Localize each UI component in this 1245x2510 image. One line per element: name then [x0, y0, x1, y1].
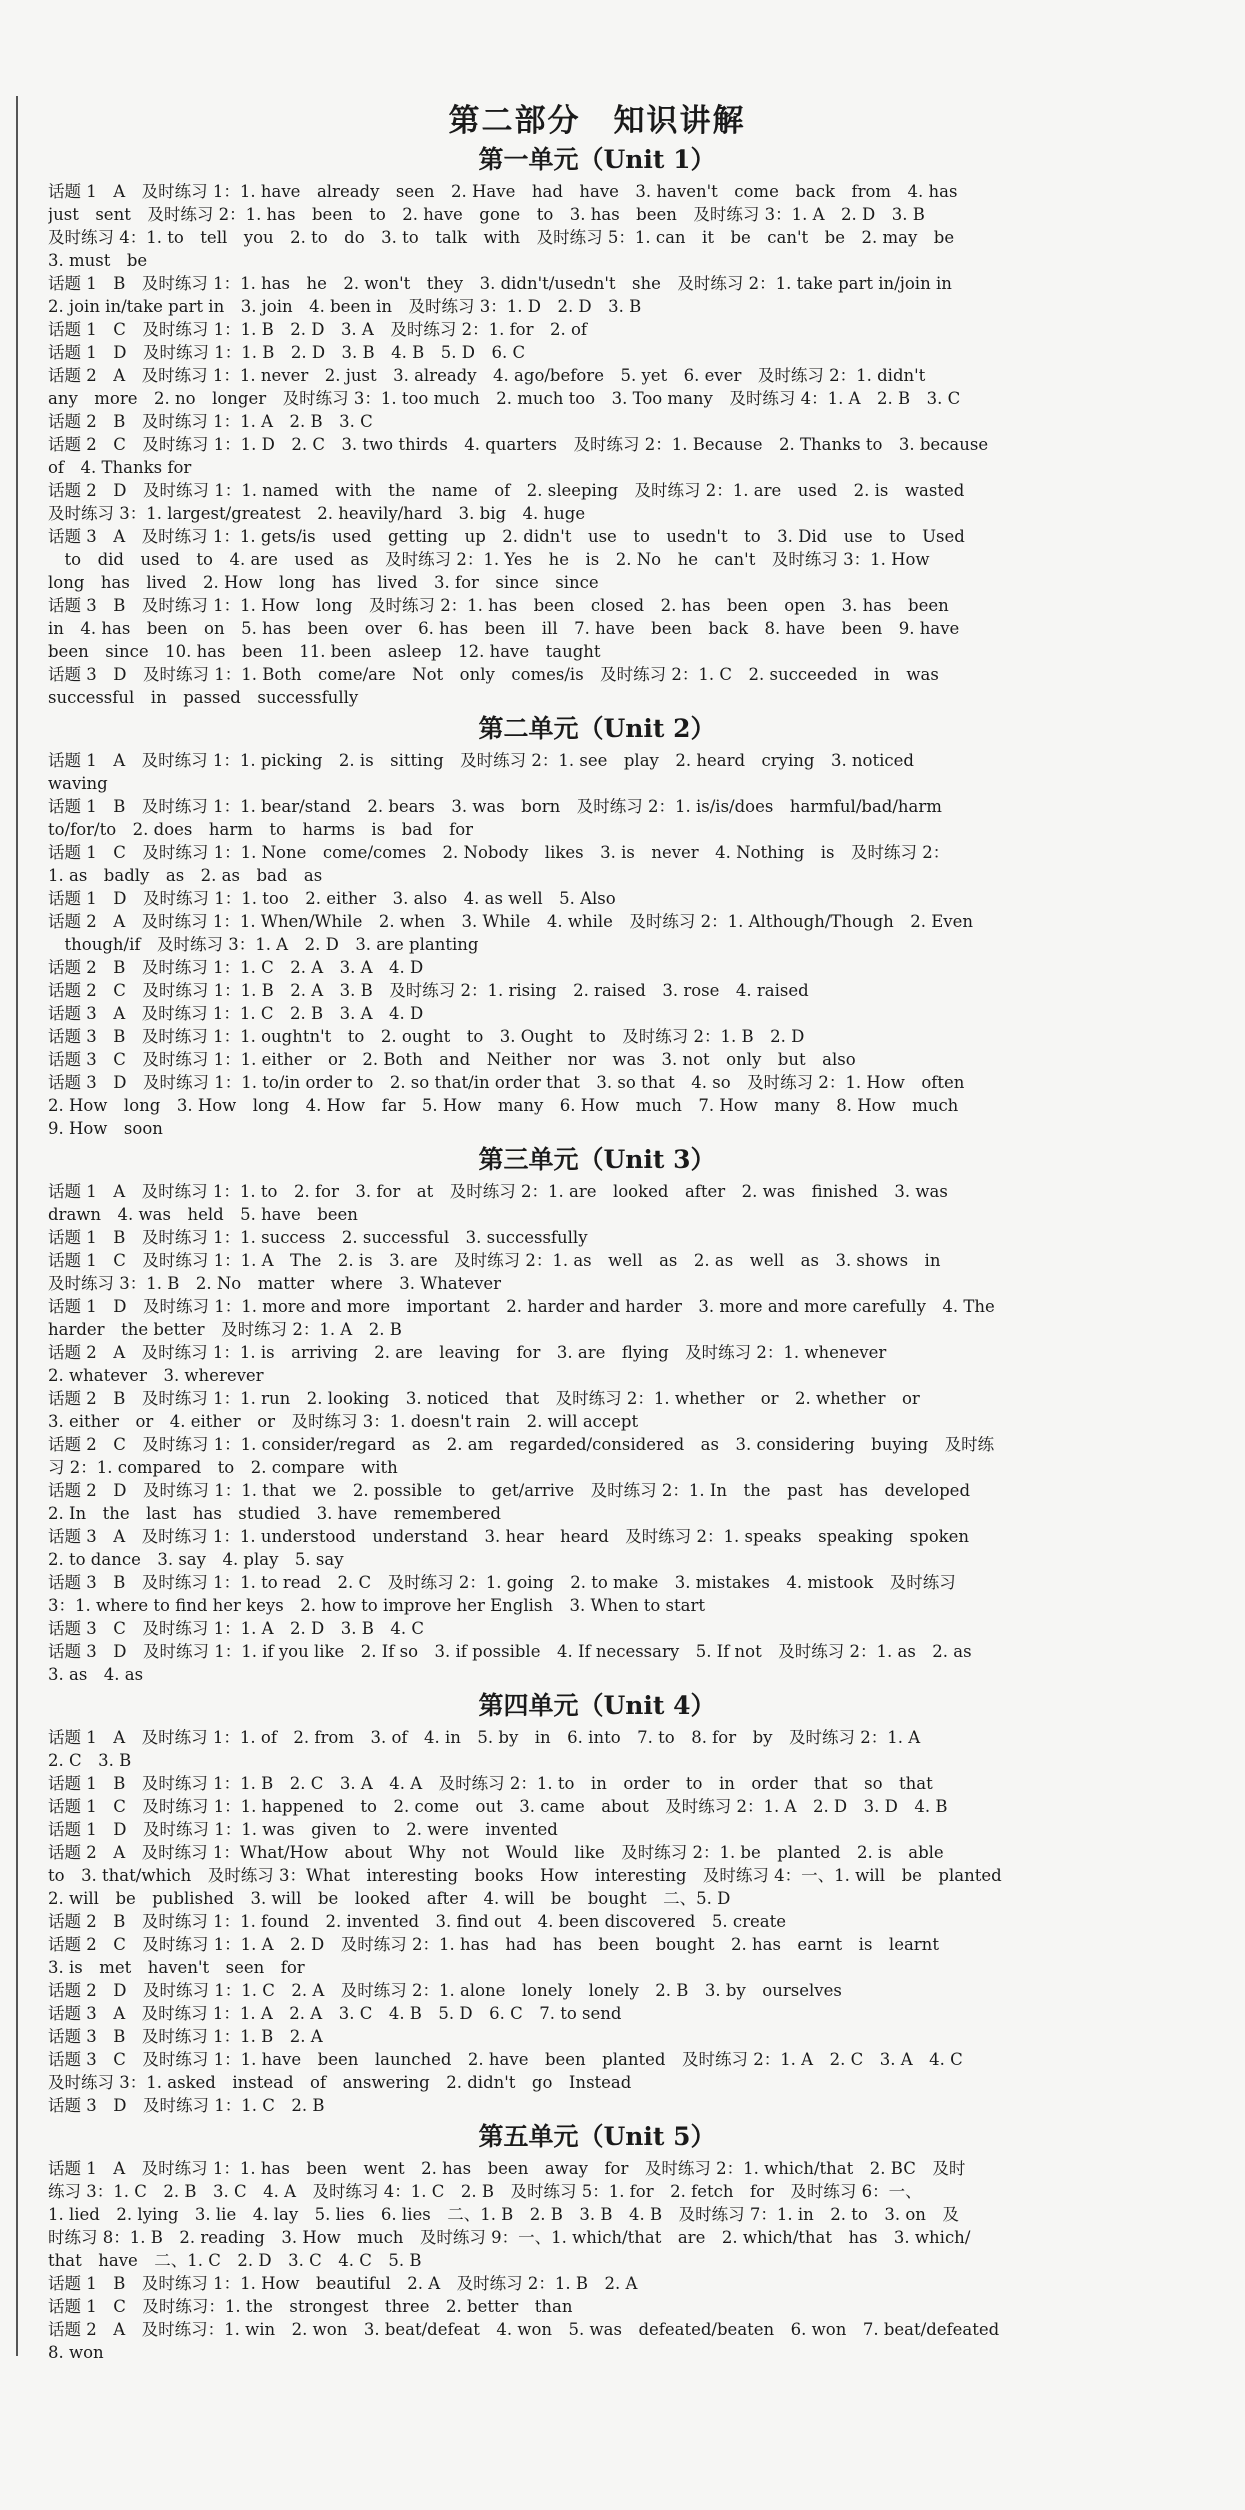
answer-line: 话题 1 B 及时练习 1：1. success 2. successful 3. successfully	[48, 1228, 588, 1247]
answer-line: 话题 2 A 及时练习 1：What/How about Why not Would like 及时练习 2：1. be planted 2. is able	[48, 1843, 944, 1862]
answer-line: 话题 3 D 及时练习 1：1. Both come/are Not only comes/is 及时练习 2：1. C 2. succeeded in was	[48, 665, 939, 684]
answer-line: 2. join in/take part in 3. join 4. been in 及时练习 3：1. D 2. D 3. B	[48, 297, 642, 316]
answer-line: 话题 1 B 及时练习 1：1. bear/stand 2. bears 3. was born 及时练习 2：1. is/is/does harmful/bad/harm	[48, 797, 942, 816]
answer-line: 话题 1 A 及时练习 1：1. of 2. from 3. of 4. in 5. by in 6. into 7. to 8. for by 及时练习 2：1. A	[48, 1728, 921, 1747]
answer-line: 及时练习 3：1. asked instead of answering 2. didn't go Instead	[48, 2073, 632, 2092]
answer-line: 2. whatever 3. wherever	[48, 1366, 264, 1385]
answer-line: 话题 1 C 及时练习 1：1. happened to 2. come out 3. came about 及时练习 2：1. A 2. D 3. D 4. B	[48, 1797, 948, 1816]
answer-line: 话题 3 A 及时练习 1：1. gets/is used getting up 2. didn't use to usedn't to 3. Did use to Used	[48, 527, 965, 546]
answer-line: drawn 4. was held 5. have been	[48, 1205, 358, 1224]
unit-section	[48, 709, 1146, 1140]
answer-line: 话题 3 A 及时练习 1：1. C 2. B 3. A 4. D	[48, 1004, 424, 1023]
unit-title: 第一单元（Unit 1）	[478, 145, 716, 174]
answer-line: 话题 3 C 及时练习 1：1. A 2. D 3. B 4. C	[48, 1619, 424, 1638]
answer-line: 2. In the last has studied 3. have remembered	[48, 1504, 501, 1523]
answer-line: 话题 3 C 及时练习 1：1. either or 2. Both and Neither nor was 3. not only but also	[48, 1050, 856, 1069]
answer-line: 话题 3 D 及时练习 1：1. if you like 2. If so 3. if possible 4. If necessary 5. If not 及时练习 2：1. as 2. as	[48, 1642, 972, 1661]
answer-line: to 3. that/which 及时练习 3：What interesting books How interesting 及时练习 4：一、1. will be planted	[48, 1866, 1002, 1885]
answer-line: 话题 2 B 及时练习 1：1. A 2. B 3. C	[48, 412, 373, 431]
answer-key-page	[16, 96, 1146, 2362]
answer-line: 话题 3 D 及时练习 1：1. to/in order to 2. so that/in order that 3. so that 4. so 及时练习 2：1. How often	[48, 1073, 965, 1092]
answer-line: 话题 1 A 及时练习 1：1. have already seen 2. Have had have 3. haven't come back from 4. has	[48, 182, 958, 201]
unit-section	[48, 140, 1146, 709]
answer-line: 话题 1 A 及时练习 1：1. picking 2. is sitting 及时练习 2：1. see play 2. heard crying 3. noticed	[48, 751, 914, 770]
answer-line: 话题 1 B 及时练习 1：1. B 2. C 3. A 4. A 及时练习 2：1. to in order to in order that so that	[48, 1774, 933, 1793]
answer-line: 话题 2 A 及时练习 1：1. When/While 2. when 3. While 4. while 及时练习 2：1. Although/Though 2. Even	[48, 912, 974, 931]
answer-line: 2. will be published 3. will be looked after 4. will be bought 二、5. D	[48, 1889, 731, 1908]
answer-line: 话题 1 C 及时练习 1：1. B 2. D 3. A 及时练习 2：1. for 2. of	[48, 320, 588, 339]
answer-line: though/if 及时练习 3：1. A 2. D 3. are planting	[48, 935, 479, 954]
answer-line: 话题 1 B 及时练习 1：1. How beautiful 2. A 及时练习 2：1. B 2. A	[48, 2274, 638, 2293]
answer-line: waving	[48, 774, 108, 793]
answer-line: 话题 1 A 及时练习 1：1. to 2. for 3. for at 及时练习 2：1. are looked after 2. was finished 3. was	[48, 1182, 948, 1201]
answer-line: 及时练习 4：1. to tell you 2. to do 3. to talk with 及时练习 5：1. can it be can't be 2. may be	[48, 228, 955, 247]
answer-line: to/for/to 2. does harm to harms is bad for	[48, 820, 474, 839]
answer-line: 话题 2 C 及时练习 1：1. D 2. C 3. two thirds 4. quarters 及时练习 2：1. Because 2. Thanks to 3. because	[48, 435, 989, 454]
answer-line: 话题 2 B 及时练习 1：1. found 2. invented 3. find out 4. been discovered 5. create	[48, 1912, 786, 1931]
answer-line: to did used to 4. are used as 及时练习 2：1. Yes he is 2. No he can't 及时练习 3：1. How	[48, 550, 930, 569]
answer-line: 话题 1 D 及时练习 1：1. more and more important 2. harder and harder 3. more and more carefully 4. The	[48, 1297, 995, 1316]
unit-section	[48, 1140, 1146, 1686]
answer-line: 话题 1 C 及时练习 1：1. A The 2. is 3. are 及时练习 2：1. as well as 2. as well as 3. shows in	[48, 1251, 941, 1270]
answer-line: 话题 1 A 及时练习 1：1. has been went 2. has been away for 及时练习 2：1. which/that 2. BC 及时	[48, 2159, 966, 2178]
answer-line: 话题 2 A 及时练习 1：1. is arriving 2. are leaving for 3. are flying 及时练习 2：1. whenever	[48, 1343, 887, 1362]
answer-line: any more 2. no longer 及时练习 3：1. too much 2. much too 3. Too many 及时练习 4：1. A 2. B 3. C	[48, 389, 961, 408]
answer-line: long has lived 2. How long has lived 3. for since since	[48, 573, 599, 592]
answer-line: 2. How long 3. How long 4. How far 5. How many 6. How much 7. How many 8. How much	[48, 1096, 959, 1115]
answer-line: 话题 2 C 及时练习 1：1. consider/regard as 2. am regarded/considered as 3. considering buying 及时练	[48, 1435, 995, 1454]
answer-line: 话题 2 A 及时练习：1. win 2. won 3. beat/defeat 4. won 5. was defeated/beaten 6. won 7. beat/defeated	[48, 2320, 1000, 2339]
answer-line: 话题 3 B 及时练习 1：1. to read 2. C 及时练习 2：1. going 2. to make 3. mistakes 4. mistook 及时练习	[48, 1573, 956, 1592]
answer-line: 1. lied 2. lying 3. lie 4. lay 5. lies 6. lies 二、1. B 2. B 3. B 4. B 及时练习 7：1. in 2. to 3. on 及	[48, 2205, 959, 2224]
answer-line: 3. must be	[48, 251, 148, 270]
unit-section	[48, 1686, 1146, 2117]
answer-line: of 4. Thanks for	[48, 458, 192, 477]
answer-line: 话题 1 D 及时练习 1：1. B 2. D 3. B 4. B 5. D 6. C	[48, 343, 526, 362]
answer-line: 3. either or 4. either or 及时练习 3：1. doesn't rain 2. will accept	[48, 1412, 639, 1431]
answer-line: 习 2：1. compared to 2. compare with	[48, 1458, 398, 1477]
answer-line: just sent 及时练习 2：1. has been to 2. have gone to 3. has been 及时练习 3：1. A 2. D 3. B	[48, 205, 925, 224]
answer-line: 话题 3 A 及时练习 1：1. understood understand 3. hear heard 及时练习 2：1. speaks speaking spoken	[48, 1527, 970, 1546]
answer-line: 话题 1 D 及时练习 1：1. too 2. either 3. also 4. as well 5. Also	[48, 889, 616, 908]
answer-line: 话题 3 B 及时练习 1：1. B 2. A	[48, 2027, 323, 2046]
unit-title: 第二单元（Unit 2）	[478, 714, 716, 743]
answer-line: 话题 1 C 及时练习 1：1. None come/comes 2. Nobody likes 3. is never 4. Nothing is 及时练习 2：	[48, 843, 950, 862]
answer-line: 话题 3 A 及时练习 1：1. A 2. A 3. C 4. B 5. D 6. C 7. to send	[48, 2004, 622, 2023]
unit-section	[48, 2117, 1146, 2364]
answer-line: 9. How soon	[48, 1119, 163, 1138]
answer-line: 话题 3 B 及时练习 1：1. oughtn't to 2. ought to 3. Ought to 及时练习 2：1. B 2. D	[48, 1027, 805, 1046]
answer-line: 话题 1 B 及时练习 1：1. has he 2. won't they 3. didn't/usedn't she 及时练习 2：1. take part in/join in	[48, 274, 952, 293]
unit-title: 第四单元（Unit 4）	[478, 1691, 716, 1720]
answer-line: 3. is met haven't seen for	[48, 1958, 305, 1977]
answer-line: 话题 2 D 及时练习 1：1. C 2. A 及时练习 2：1. alone lonely lonely 2. B 3. by ourselves	[48, 1981, 842, 2000]
answer-line: 话题 2 D 及时练习 1：1. that we 2. possible to get/arrive 及时练习 2：1. In the past has developed	[48, 1481, 971, 1500]
answer-line: 3：1. where to find her keys 2. how to improve her English 3. When to start	[48, 1596, 705, 1615]
answer-line: 1. as badly as 2. as bad as	[48, 866, 323, 885]
answer-line: 话题 1 C 及时练习：1. the strongest three 2. better than	[48, 2297, 573, 2316]
answer-line: 8. won	[48, 2343, 104, 2362]
answer-line: 及时练习 3：1. largest/greatest 2. heavily/hard 3. big 4. huge	[48, 504, 586, 523]
answer-line: 话题 2 D 及时练习 1：1. named with the name of 2. sleeping 及时练习 2：1. are used 2. is wasted	[48, 481, 965, 500]
unit-title: 第五单元（Unit 5）	[478, 2122, 716, 2151]
answer-line: 话题 3 D 及时练习 1：1. C 2. B	[48, 2096, 325, 2115]
part-title: 第二部分 知识讲解	[448, 103, 746, 139]
answer-line: 话题 2 C 及时练习 1：1. B 2. A 3. B 及时练习 2：1. rising 2. raised 3. rose 4. raised	[48, 981, 809, 1000]
answer-line: 3. as 4. as	[48, 1665, 144, 1684]
answer-line: 2. C 3. B	[48, 1751, 132, 1770]
answer-line: 话题 2 B 及时练习 1：1. run 2. looking 3. noticed that 及时练习 2：1. whether or 2. whether or	[48, 1389, 920, 1408]
answer-line: 话题 1 D 及时练习 1：1. was given to 2. were invented	[48, 1820, 558, 1839]
answer-line: in 4. has been on 5. has been over 6. has been ill 7. have been back 8. have been 9. have	[48, 619, 960, 638]
answer-line: harder the better 及时练习 2：1. A 2. B	[48, 1320, 402, 1339]
answer-line: 话题 3 C 及时练习 1：1. have been launched 2. have been planted 及时练习 2：1. A 2. C 3. A 4. C	[48, 2050, 963, 2069]
answer-line: 2. to dance 3. say 4. play 5. say	[48, 1550, 344, 1569]
answer-line: 话题 2 A 及时练习 1：1. never 2. just 3. already 4. ago/before 5. yet 6. ever 及时练习 2：1. didn't	[48, 366, 926, 385]
answer-line: 及时练习 3：1. B 2. No matter where 3. Whatever	[48, 1274, 502, 1293]
answer-line: 时练习 8：1. B 2. reading 3. How much 及时练习 9：一、1. which/that are 2. which/that has 3. which/	[48, 2228, 971, 2247]
answer-line: 话题 2 C 及时练习 1：1. A 2. D 及时练习 2：1. has had has been bought 2. has earnt is learnt	[48, 1935, 939, 1954]
unit-title: 第三单元（Unit 3）	[478, 1145, 716, 1174]
answer-line: successful in passed successfully	[48, 688, 359, 707]
answer-line: 话题 3 B 及时练习 1：1. How long 及时练习 2：1. has been closed 2. has been open 3. has been	[48, 596, 949, 615]
units-container	[48, 140, 1146, 2364]
answer-line: 话题 2 B 及时练习 1：1. C 2. A 3. A 4. D	[48, 958, 424, 977]
answer-line: been since 10. has been 11. been asleep 12. have taught	[48, 642, 601, 661]
answer-line: that have 二、1. C 2. D 3. C 4. C 5. B	[48, 2251, 422, 2270]
answer-line: 练习 3：1. C 2. B 3. C 4. A 及时练习 4：1. C 2. B 及时练习 5：1. for 2. fetch for 及时练习 6：一、	[48, 2182, 922, 2201]
